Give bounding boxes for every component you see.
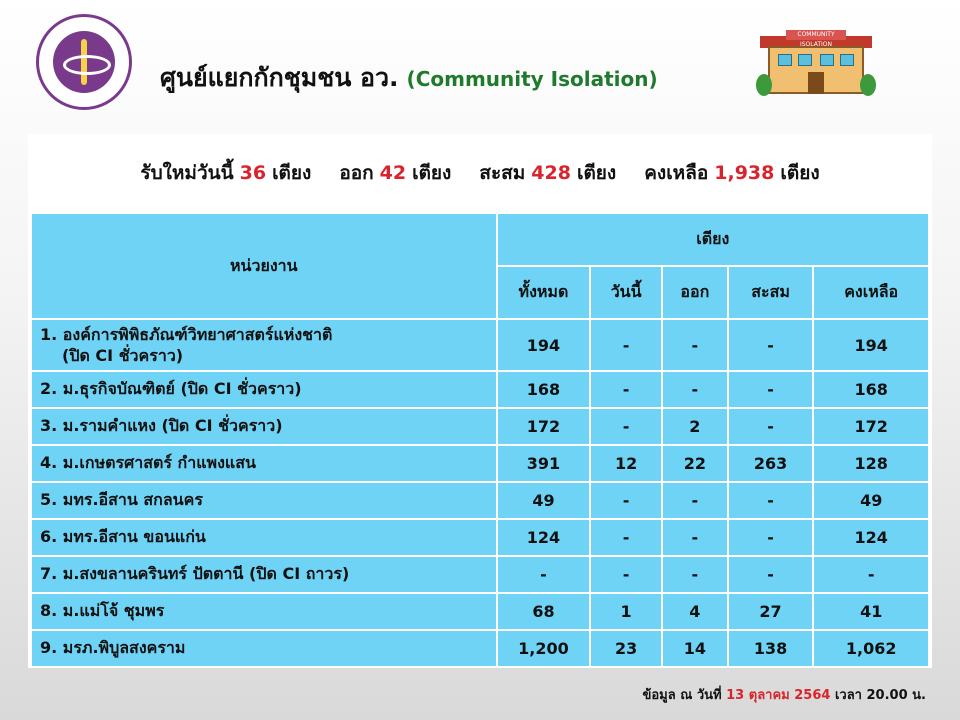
table-row xyxy=(32,631,928,666)
summary-new: รับใหม่วันนี้ 36 เตียง xyxy=(140,162,312,184)
summary-bar xyxy=(28,134,932,212)
row-unit-name: 3. ม.รามคำแหง (ปิด CI ชั่วคราว) xyxy=(32,409,496,444)
row-unit-name: 9. มรภ.พิบูลสงคราม xyxy=(32,631,496,666)
isolation-building-icon xyxy=(756,30,876,96)
cell-total: 172 xyxy=(498,409,590,444)
cell-remaining: 1,062 xyxy=(814,631,928,666)
seal-emblem xyxy=(53,31,115,93)
cell-remaining: 41 xyxy=(814,594,928,629)
cell-cumulative: - xyxy=(729,557,813,592)
cell-out: - xyxy=(663,557,727,592)
cell-today: 12 xyxy=(591,446,661,481)
summary-cumulative: สะสม 428 เตียง xyxy=(479,162,617,184)
summary-out: ออก 42 เตียง xyxy=(339,162,452,184)
cell-total: 1,200 xyxy=(498,631,590,666)
cell-out: 4 xyxy=(663,594,727,629)
row-unit-name: 8. ม.แม่โจ้ ชุมพร xyxy=(32,594,496,629)
cell-total: 194 xyxy=(498,320,590,370)
cell-total: 124 xyxy=(498,520,590,555)
cell-cumulative: 138 xyxy=(729,631,813,666)
row-unit-name: 4. ม.เกษตรศาสตร์ กำแพงแสน xyxy=(32,446,496,481)
ministry-seal-icon xyxy=(36,14,132,110)
building-sign: COMMUNITY ISOLATION xyxy=(786,30,846,40)
cell-out: - xyxy=(663,520,727,555)
header-total: ทั้งหมด xyxy=(498,267,590,318)
cell-remaining: 168 xyxy=(814,372,928,407)
table-row xyxy=(32,409,928,444)
cell-cumulative: - xyxy=(729,320,813,370)
cell-out: - xyxy=(663,320,727,370)
cell-today: - xyxy=(591,557,661,592)
cell-out: 22 xyxy=(663,446,727,481)
title-english: (Community Isolation) xyxy=(406,67,658,91)
cell-total: 68 xyxy=(498,594,590,629)
cell-cumulative: - xyxy=(729,409,813,444)
cell-total: 49 xyxy=(498,483,590,518)
cell-today: - xyxy=(591,520,661,555)
cell-today: - xyxy=(591,372,661,407)
summary-remaining: คงเหลือ 1,938 เตียง xyxy=(644,162,820,184)
header-remaining: คงเหลือ xyxy=(814,267,928,318)
cell-remaining: 194 xyxy=(814,320,928,370)
header-out: ออก xyxy=(663,267,727,318)
bed-table xyxy=(30,212,930,668)
cell-remaining: 128 xyxy=(814,446,928,481)
window-icon xyxy=(798,54,812,66)
cell-out: 14 xyxy=(663,631,727,666)
cell-cumulative: 263 xyxy=(729,446,813,481)
table-row xyxy=(32,446,928,481)
cell-remaining: 49 xyxy=(814,483,928,518)
row-unit-name: 7. ม.สงขลานครินทร์ ปัตตานี (ปิด CI ถาวร) xyxy=(32,557,496,592)
cell-out: 2 xyxy=(663,409,727,444)
window-icon xyxy=(840,54,854,66)
table-row xyxy=(32,594,928,629)
cell-today: - xyxy=(591,409,661,444)
cell-total: 168 xyxy=(498,372,590,407)
header-unit: หน่วยงาน xyxy=(32,214,496,318)
cell-remaining: 172 xyxy=(814,409,928,444)
data-timestamp: ข้อมูล ณ วันที่ 13 ตุลาคม 2564 เวลา 20.00 น. xyxy=(642,688,926,703)
door-icon xyxy=(808,72,824,94)
table-row xyxy=(32,372,928,407)
tree-icon xyxy=(756,74,772,96)
cell-today: - xyxy=(591,320,661,370)
cell-today: 1 xyxy=(591,594,661,629)
window-icon xyxy=(820,54,834,66)
table-row xyxy=(32,320,928,370)
cell-today: - xyxy=(591,483,661,518)
header-cumulative: สะสม xyxy=(729,267,813,318)
header-today: วันนี้ xyxy=(591,267,661,318)
cell-out: - xyxy=(663,483,727,518)
page-title xyxy=(160,58,658,98)
cell-out: - xyxy=(663,372,727,407)
tree-icon xyxy=(860,74,876,96)
cell-cumulative: - xyxy=(729,520,813,555)
table-row xyxy=(32,520,928,555)
cell-cumulative: - xyxy=(729,372,813,407)
cell-cumulative: 27 xyxy=(729,594,813,629)
table-row xyxy=(32,483,928,518)
row-unit-name: 6. มทร.อีสาน ขอนแก่น xyxy=(32,520,496,555)
cell-total: 391 xyxy=(498,446,590,481)
cell-remaining: - xyxy=(814,557,928,592)
header-beds: เตียง xyxy=(498,214,928,265)
title-thai: ศูนย์แยกกักชุมชน อว. xyxy=(160,63,399,92)
window-icon xyxy=(778,54,792,66)
cell-today: 23 xyxy=(591,631,661,666)
table-row xyxy=(32,557,928,592)
cell-remaining: 124 xyxy=(814,520,928,555)
row-unit-name: 2. ม.ธุรกิจบัณฑิตย์ (ปิด CI ชั่วคราว) xyxy=(32,372,496,407)
row-unit-name: 1. องค์การพิพิธภัณฑ์วิทยาศาสตร์แห่งชาติ (ปิด CI ชั่วคราว) xyxy=(32,320,496,370)
cell-cumulative: - xyxy=(729,483,813,518)
row-unit-name: 5. มทร.อีสาน สกลนคร xyxy=(32,483,496,518)
cell-total: - xyxy=(498,557,590,592)
